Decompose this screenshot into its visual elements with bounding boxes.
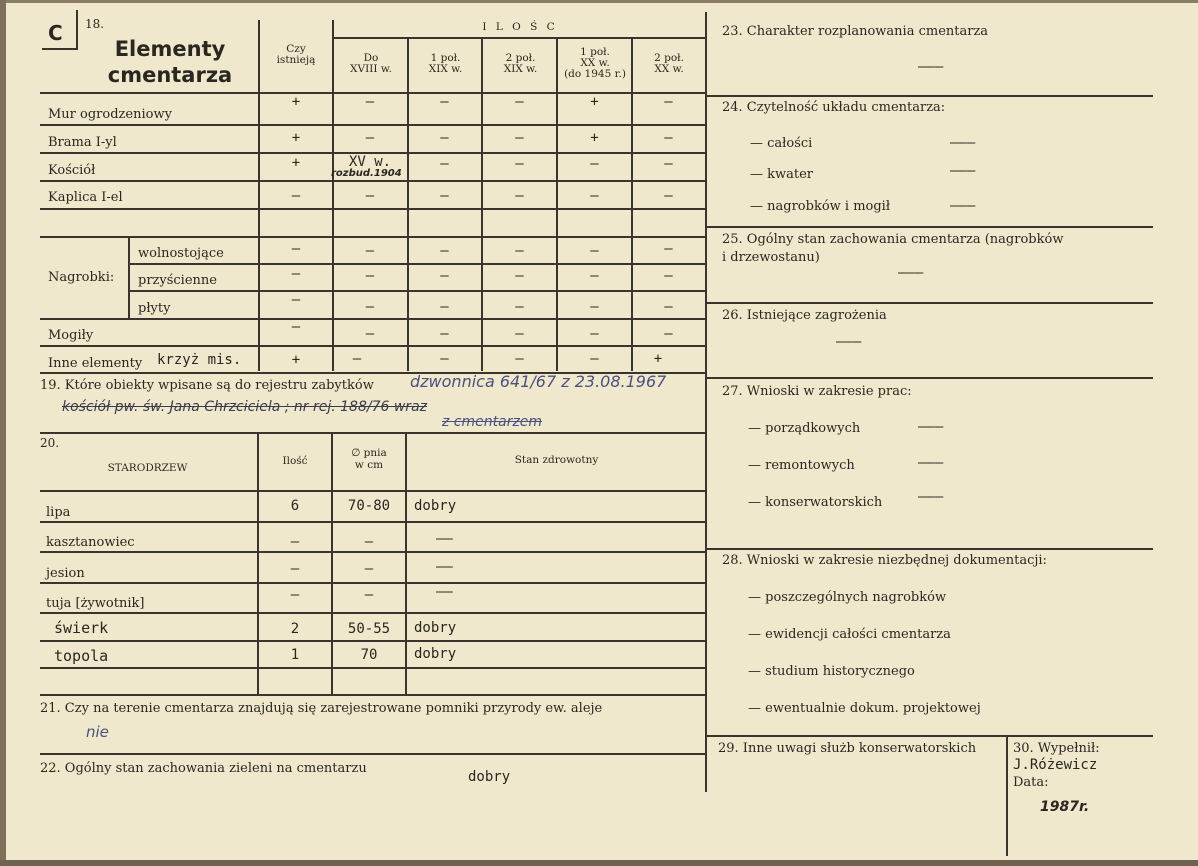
q24-value-3: ––– [950,198,976,214]
q26-answer: ––– [836,334,862,350]
cell-mogily-p2: – [440,326,449,342]
row-label-inne: Inne elementy [48,356,143,371]
q24-item-2: — kwater [750,167,814,182]
cell-przysc-p1: – [365,268,375,284]
q21-text: 21. Czy na terenie cmentarza znajdują się zarejestrowane pomniki przyrody ew. aleje [40,701,603,716]
tree-count-1: 6 [290,498,300,514]
tree-count-3: – [290,561,300,577]
page-edge-left [0,0,6,866]
ilosc-header: I L O Ś C [482,21,558,33]
q28-item-4: — ewentualnie dokum. projektowej [748,701,981,716]
q20-col-diam-1: ∅ pnia [351,447,387,459]
tree-count-2: – [290,534,300,550]
tree-count-5: 2 [290,621,300,637]
cell-mogily-p5: – [664,326,673,342]
section-letter-underline [42,48,76,50]
q20-number: 20. [40,436,60,450]
cell-mur-p3: – [515,94,524,110]
q30-date-value: 1987r. [1040,799,1090,815]
cell-plyty-p3: – [515,299,524,315]
q20-grid-h3 [40,582,706,584]
q24-bottom-line [706,226,1153,228]
q26-text: 26. Istniejące zagrożenia [722,308,887,323]
cell-mur-p1: – [365,94,375,110]
cell-inne-p1: – [352,351,362,367]
q19-text: 19. Które obiekty wpisane są do rejestru zabytków [40,378,374,393]
q30-text: 30. Wypełnił: [1013,741,1100,756]
grid-v-p4 [556,38,558,371]
grid-v-nagrobki [128,236,130,318]
row-label-kaplica: Kaplica I-el [48,190,123,205]
grid-h-row1 [40,124,706,126]
q27-value-3: ––– [918,489,944,505]
tree-health-4: –– [436,584,453,600]
row-extra-inne: krzyż mis. [157,352,242,368]
grid-h-row8 [40,318,706,320]
tree-health-3: –– [436,559,453,575]
cell-brama-p5: – [664,130,673,146]
q22-text: 22. Ogólny stan zachowania zieleni na cmentarzu [40,761,367,776]
q26-bottom-line [706,377,1153,379]
grid-h-row7 [128,290,706,292]
cell-plyty-p4: – [590,299,599,315]
cell-plyty-p1: – [365,299,375,315]
grid-h-row6 [128,263,706,265]
cell-kosciol-p1: XV w. [348,154,392,170]
cell-przysc-p2: – [440,268,449,284]
page-edge-top [0,0,1198,3]
cell-mur-exists: + [291,94,301,110]
cell-kaplica-p1: – [365,188,375,204]
row-label-mur: Mur ogrodzeniowy [48,107,172,122]
cell-mur-p2: – [440,94,449,110]
cell-inne-p4: – [590,351,599,367]
row-label-kosciol: Kościół [48,163,96,178]
q28-item-1: — poszczególnych nagrobków [748,590,947,605]
q24-value-1: ––– [950,135,976,151]
q22-answer: dobry [468,769,511,785]
cell-wolno-p4: – [590,243,599,259]
nagrobki-label: Nagrobki: [48,270,115,285]
q20-grid-h6 [40,667,706,669]
tree-diam-5: 50-55 [347,621,391,637]
cell-wolno-p1: – [365,243,375,259]
q21-answer: nie [86,723,109,741]
cell-wolno-p2: – [440,243,449,259]
tree-health-5: dobry [414,620,457,636]
cell-kosciol-p2: – [440,156,449,172]
q20-col-diam-2: w cm [354,459,384,471]
q30-date-label: Data: [1013,775,1049,790]
tree-health-1: dobry [414,498,457,514]
period-3-a: 2 poł. [505,52,536,64]
q19-bottom-line [40,432,706,434]
q24-text: 24. Czytelność układu cmentarza: [722,100,946,115]
tree-name-3: jesion [46,566,85,581]
cell-mur-p5: – [664,94,673,110]
tree-diam-4: – [364,587,374,603]
section-title-1: Elementy [114,37,226,61]
q27-text: 27. Wnioski w zakresie prac: [722,384,912,399]
tree-diam-2: – [364,534,374,550]
cell-wolno-p5: – [664,241,673,257]
cell-mogily-p4: – [590,326,599,342]
period-5-a: 2 poł. [654,52,684,64]
period-3-b: XIX w. [503,63,538,75]
cell-plyty-p2: – [440,299,449,315]
tree-diam-3: – [364,561,374,577]
cell-mur-p4: + [590,94,599,110]
grid-h-row3 [40,180,706,182]
tree-name-2: kasztanowiec [46,535,135,550]
cell-kaplica-p3: – [515,188,524,204]
cell-brama-exists: + [291,130,301,146]
q28-text: 28. Wnioski w zakresie niezbędnej dokumentacji: [722,553,1047,568]
cell-plyty-p5: – [664,299,673,315]
q27-item-3: — konserwatorskich [748,495,883,510]
grid-h-ilosc [334,37,706,39]
cell-kosciol-p5: – [664,156,673,172]
period-4-a: 1 poł. [580,46,610,58]
row-label-plyty: płyty [138,301,171,316]
q19-hand1: dzwonnica 641/67 z 23.08.1967 [410,372,667,391]
tree-diam-6: 70 [360,647,378,663]
q25-line1: 25. Ogólny stan zachowania cmentarza (nagrobków [722,232,1064,247]
col-exists-1: Czy [286,43,306,55]
cell-kaplica-p4: – [590,188,599,204]
page-edge-bottom [0,860,1198,866]
section-letter: C [48,21,63,45]
q20-col-count: Ilość [282,455,308,467]
grid-h-row5 [40,236,706,238]
section-number: 18. [85,17,105,31]
grid-v-p5 [631,38,633,371]
cell-kaplica-p5: – [664,188,673,204]
tree-health-2: –– [436,531,453,547]
q29-q30-divider [1006,736,1008,856]
cell-kosciol-exists: + [291,155,301,171]
q27-value-1: ––– [918,419,944,435]
q20-grid-h7 [40,694,706,696]
tree-health-6: dobry [414,646,457,662]
tree-name-4: tuja [żywotnik] [46,596,145,611]
row-label-przyscienne: przyścienne [138,273,217,288]
cell-brama-p3: – [515,130,524,146]
row-label-mogily: Mogiły [48,328,94,343]
period-1-a: Do [363,52,379,64]
cell-przysc-p4: – [590,268,599,284]
cell-kosciol-note: rozbud.1904 [331,168,402,179]
cell-mogily-p1: – [365,326,375,342]
q27-item-1: — porządkowych [748,421,861,436]
q24-item-3: — nagrobków i mogił [750,199,891,214]
row-label-wolnostojace: wolnostojące [138,246,224,261]
q20-grid-h0 [40,490,706,492]
cell-brama-p4: + [590,130,599,146]
q23-text: 23. Charakter rozplanowania cmentarza [722,24,989,39]
q19-hand2: kościół pw. św. Jana Chrzciciela ; nr rej. 188/76 wraz [62,399,427,415]
q20-grid-h1 [40,521,706,523]
q24-item-1: — całości [750,136,813,151]
grid-v-p3 [481,38,483,371]
q20-grid-h5 [40,640,706,642]
cell-kosciol-p3: – [515,156,524,172]
q23-bottom-line [706,95,1153,97]
q20-title: STARODRZEW [107,462,188,474]
section-letter-bar [76,10,78,50]
period-1-b: XVIII w. [350,63,392,75]
cell-przysc-p3: – [515,268,524,284]
q25-line2: i drzewostanu) [722,250,820,265]
cell-inne-exists: + [291,352,301,368]
q20-grid-h2 [40,551,706,553]
period-2-a: 1 poł. [430,52,461,64]
period-4-c: (do 1945 r.) [564,68,626,80]
q20-col-health: Stan zdrowotny [514,454,599,466]
col-exists-2: istnieją [276,54,316,66]
q28-bottom-line [706,735,1153,737]
cell-brama-p1: – [365,130,375,146]
cell-plyty-exists: – [291,292,301,308]
q21-bottom-line [40,753,706,755]
q27-value-2: ––– [918,455,944,471]
q30-name: J.Różewicz [1013,757,1098,773]
tree-diam-1: 70-80 [347,498,391,514]
section-title-2: cmentarza [107,63,233,87]
row-label-brama: Brama I-yl [48,135,117,150]
tree-name-1: lipa [46,505,71,520]
cell-brama-p2: – [440,130,449,146]
cell-kaplica-exists: – [291,188,301,204]
q19-hand3: z cmentarzem [442,414,543,430]
cell-inne-p2: – [440,351,449,367]
q29-text: 29. Inne uwagi służb konserwatorskich [718,741,977,756]
cell-przysc-p5: – [664,268,673,284]
cell-mogily-exists: – [291,319,301,335]
grid-v-middle [705,12,707,792]
q25-answer: ––– [898,265,924,281]
tree-count-6: 1 [290,647,300,663]
period-2-b: XIX w. [428,63,463,75]
cell-kosciol-p4: – [590,156,599,172]
period-5-b: XX w. [654,63,684,75]
q25-bottom-line [706,302,1153,304]
q28-item-3: — studium historycznego [748,664,915,679]
grid-v-p2 [407,38,409,371]
period-4-b: XX w. [580,57,610,69]
q24-value-2: ––– [950,163,976,179]
grid-h-row9 [40,345,706,347]
q27-bottom-line [706,548,1153,550]
grid-h-row4 [40,208,706,210]
cell-inne-p5: + [653,351,663,367]
tree-name-5: świerk [54,619,109,637]
tree-count-4: – [290,587,300,603]
cell-wolno-p3: – [515,243,524,259]
q20-grid-h4 [40,612,706,614]
q23-answer: ––– [918,59,944,75]
cell-mogily-p3: – [515,326,524,342]
q27-item-2: — remontowych [748,458,855,473]
tree-name-6: topola [54,647,109,665]
q28-item-2: — ewidencji całości cmentarza [748,627,951,642]
cell-wolno-exists: – [291,241,301,257]
cell-przysc-exists: – [291,266,301,282]
cell-kaplica-p2: – [440,188,449,204]
cell-inne-p3: – [515,351,524,367]
